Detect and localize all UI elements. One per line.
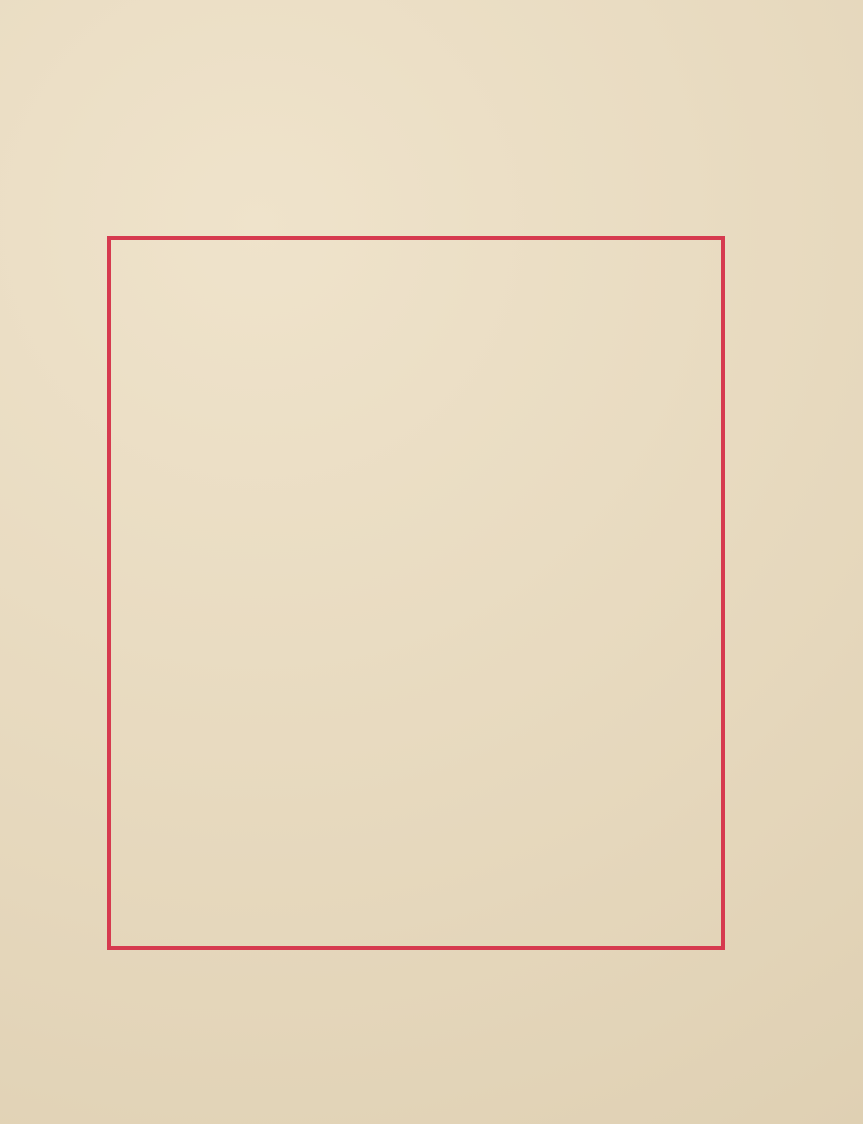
hand-analysis-box [107, 236, 725, 950]
